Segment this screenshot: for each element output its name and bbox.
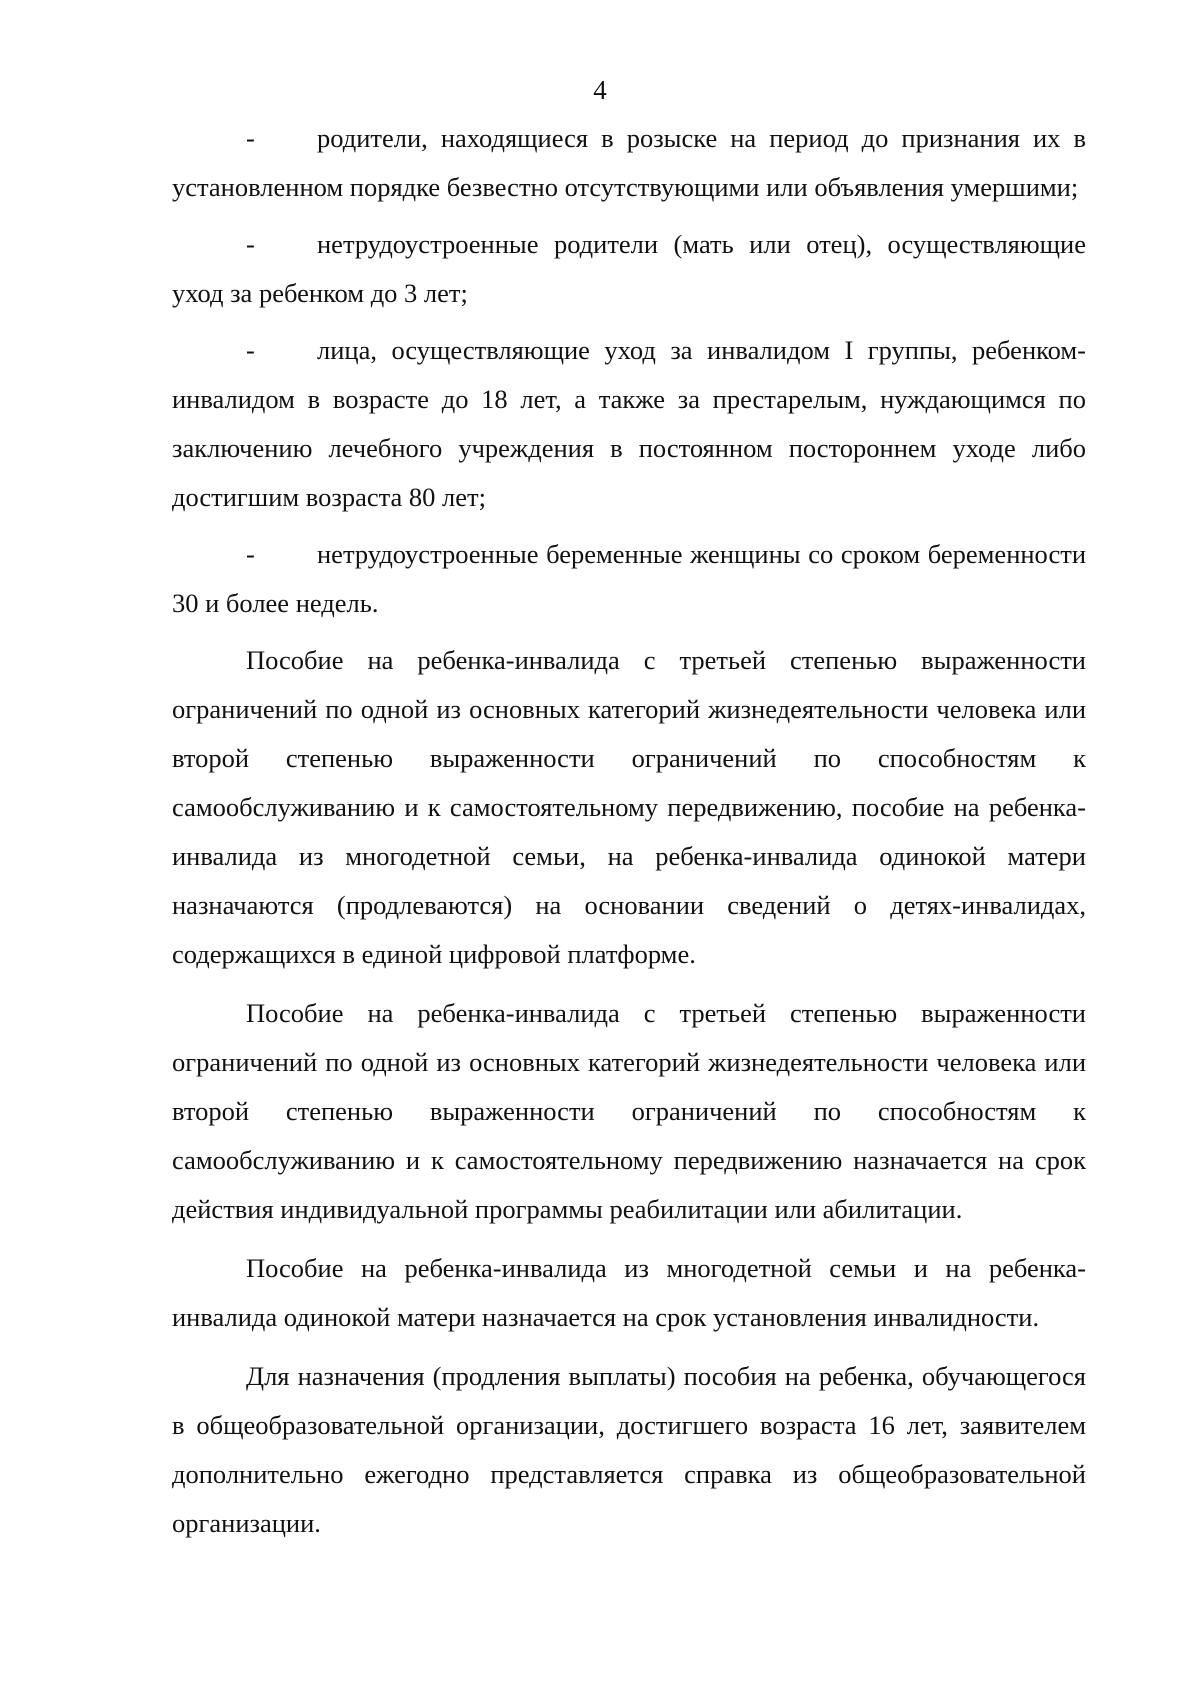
document-body: [172, 114, 1086, 1558]
page-number: 4: [593, 75, 607, 105]
list-item: [172, 114, 1086, 212]
list-item-text: нетрудоустроенные беременные женщины со сроком беременности 30 и более недель.: [172, 539, 1086, 618]
list-item: [172, 530, 1086, 628]
list-item-text: лица, осуществляющие уход за инвалидом I группы, ребенком-инвалидом в возрасте до 18 лет, а также за престарелым, нуждающимся по заключению лечебного учреждения в постоянном постороннем уходе либо достигшим возраста 80 лет;: [172, 335, 1086, 512]
list-item-text: родители, находящиеся в розыске на период до признания их в установленном порядке безвестно отсутствующими или объявления умершими;: [172, 123, 1086, 202]
bullet-dash: -: [246, 335, 255, 365]
paragraph: Пособие на ребенка-инвалида с третьей степенью выраженности ограничений по одной из основных категорий жизнедеятельности человека или второй степенью выраженности ограничений по способностям к самообслуживанию и к самостоятельному передвижению назначается на срок действия индивидуальной программы реабилитации или абилитации.: [172, 998, 1086, 1224]
paragraph: Пособие на ребенка-инвалида из многодетной семьи и на ребенка-инвалида одинокой матери назначается на срок установления инвалидности.: [172, 1253, 1086, 1332]
list-item: [172, 220, 1086, 318]
bullet-dash: -: [246, 123, 255, 153]
list-item-text: нетрудоустроенные родители (мать или отец), осуществляющие уход за ребенком до 3 лет;: [172, 229, 1086, 308]
bullet-dash: -: [246, 539, 255, 569]
paragraph: Пособие на ребенка-инвалида с третьей степенью выраженности ограничений по одной из основных категорий жизнедеятельности человека или второй степенью выраженности ограничений по способностям к самообслуживанию и к самостоятельному передвижению, пособие на ребенка-инвалида из многодетной семьи, на ребенка-инвалида одинокой матери назначаются (продлеваются) на основании сведений о детях-инвалидах, содержащихся в единой цифровой платформе.: [172, 645, 1086, 969]
bullet-dash: -: [246, 229, 255, 259]
paragraph: Для назначения (продления выплаты) пособия на ребенка, обучающегося в общеобразовательной организации, достигшего возраста 16 лет, заявителем дополнительно ежегодно представляется справка из общеобразовательной организации.: [172, 1361, 1086, 1538]
list-item: [172, 326, 1086, 522]
